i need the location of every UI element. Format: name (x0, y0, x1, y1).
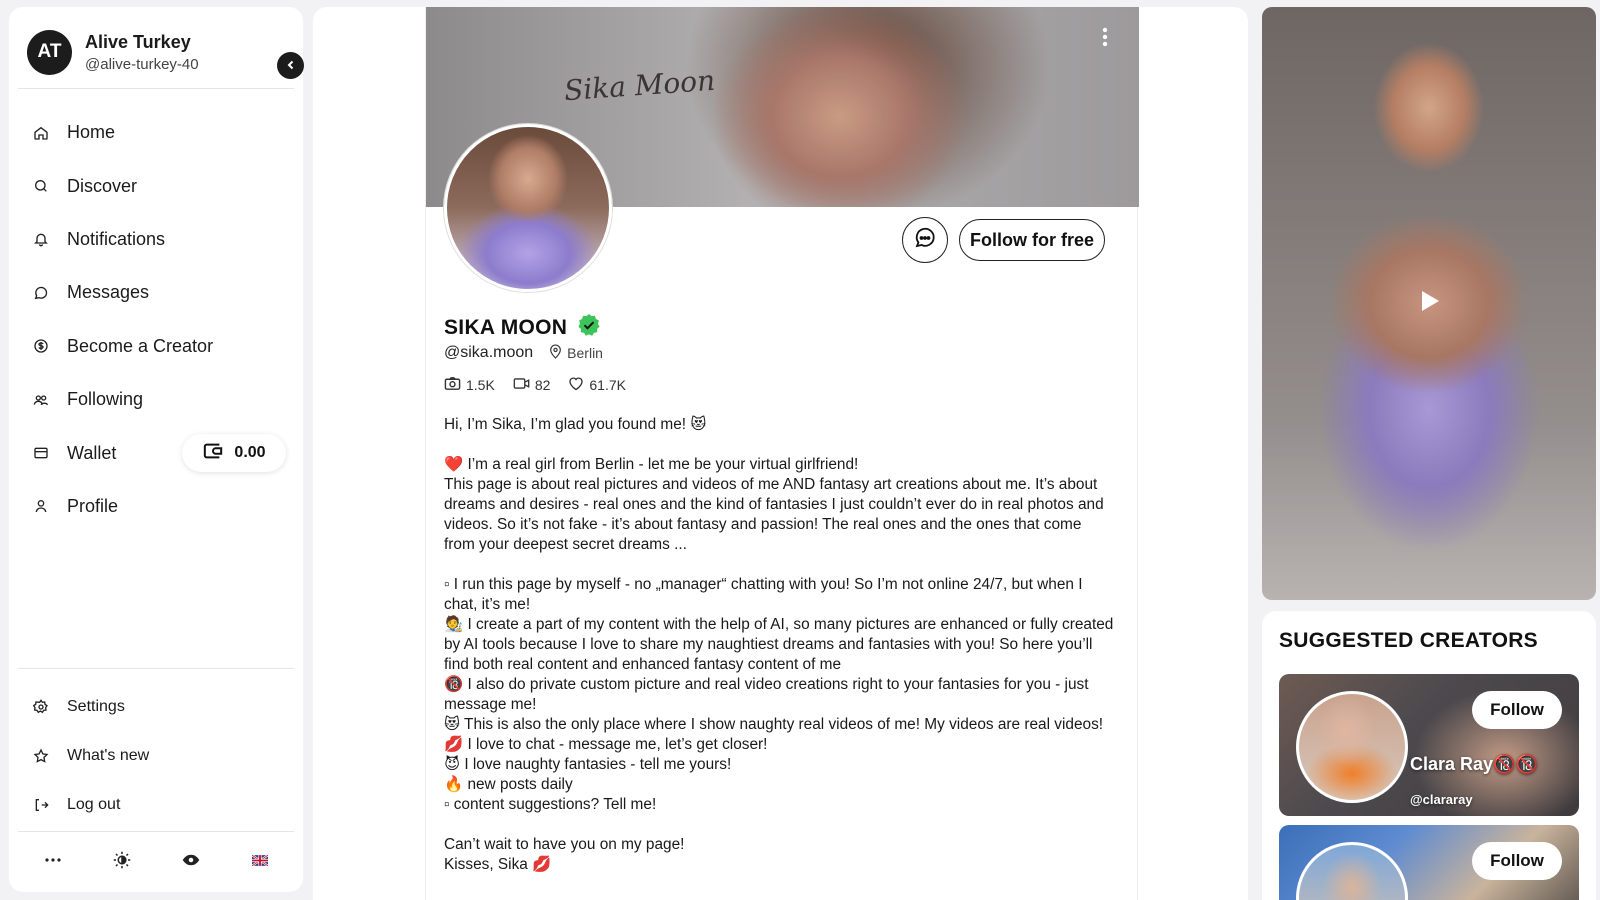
card-icon (32, 444, 50, 462)
uk-flag-icon[interactable] (245, 845, 275, 875)
logout-icon (32, 796, 50, 814)
cover-signature: Sika Moon (563, 63, 717, 108)
stat-videos (513, 377, 551, 393)
stat-likes (568, 376, 626, 394)
profile-avatar[interactable] (444, 124, 612, 292)
wallet-balance: 0.00 (234, 444, 266, 462)
star-icon (32, 747, 50, 765)
sidebar-item-label: Become a Creator (67, 335, 214, 356)
avatar[interactable]: AT (27, 30, 72, 75)
creator-name: Clara Ray🔞🔞 (1410, 754, 1538, 774)
person-icon (32, 497, 50, 515)
profile-stats (444, 376, 626, 394)
suggested-creators (1262, 611, 1596, 900)
bio-line (444, 555, 1116, 575)
sidebar-item-messages[interactable] (22, 266, 290, 319)
bio-line: ❤️ I’m a real girl from Berlin - let me be your virtual girlfriend! (444, 456, 859, 473)
profile-location (549, 344, 603, 362)
dollar-icon (32, 337, 50, 355)
bell-icon (32, 230, 50, 248)
theme-icon[interactable] (107, 845, 137, 875)
user-name: Alive Turkey (85, 31, 191, 52)
home-icon (32, 124, 50, 142)
sidebar-item-discover[interactable] (22, 159, 290, 212)
sidebar-item-logout[interactable] (22, 780, 290, 829)
user-profile-summary[interactable] (27, 24, 199, 80)
bio-line: 😈 I love naughty fantasies - tell me yours! (444, 756, 732, 773)
creator-handle: @clararay (1410, 792, 1473, 807)
users-icon (32, 391, 50, 409)
sidebar-item-label: Wallet (67, 442, 117, 463)
sidebar-item-label: Messages (67, 282, 150, 303)
sidebar-item-label: Discover (67, 175, 138, 196)
profile-name-row (444, 313, 601, 343)
bio-line: Hi, I’m Sika, I’m glad you found me! 😻 (444, 416, 707, 433)
sidebar-item-notifications[interactable] (22, 213, 290, 266)
more-options-button[interactable] (1093, 27, 1117, 51)
bio-line: ▫ content suggestions? Tell me! (444, 796, 657, 813)
suggested-title: SUGGESTED CREATORS (1279, 629, 1538, 652)
location-pin-icon (549, 344, 562, 362)
bio-line: ▫ I run this page by myself - no „manager“ chatting with you! So I’m not online 24/7, but when I chat, it’s me! (444, 576, 1083, 613)
eye-icon[interactable] (176, 845, 206, 875)
profile-handle-row (444, 344, 603, 362)
more-icon[interactable] (38, 845, 68, 875)
stat-photos-count: 1.5K (466, 377, 495, 393)
profile-bio (444, 415, 1116, 875)
bio-line (444, 815, 1116, 835)
profile-name: SIKA MOON (444, 316, 568, 339)
bio-line: 💋 I love to chat - message me, let’s get closer! (444, 736, 768, 753)
creator-avatar[interactable] (1296, 691, 1408, 803)
profile-panel (425, 7, 1138, 900)
featured-video[interactable] (1262, 7, 1596, 600)
stat-likes-count: 61.7K (589, 377, 626, 393)
sidebar-item-label: Home (67, 122, 116, 143)
main-nav (22, 106, 290, 533)
verified-badge-icon (577, 313, 601, 343)
bio-line: 🔥 new posts daily (444, 776, 573, 793)
bio-line: Kisses, Sika 💋 (444, 856, 552, 873)
bio-line: Can’t wait to have you on my page! (444, 836, 685, 853)
sidebar-item-label: Notifications (67, 228, 166, 249)
gear-icon (32, 698, 50, 716)
sidebar-item-wallet[interactable] (22, 426, 290, 479)
bio-line (444, 435, 1116, 455)
user-handle: @alive-turkey-40 (85, 55, 199, 73)
sidebar-footer (18, 845, 294, 875)
creator-avatar[interactable] (1296, 842, 1408, 900)
sidebar-divider (18, 668, 294, 669)
sidebar-item-become-creator[interactable] (22, 320, 290, 373)
sidebar-item-label: Log out (67, 795, 121, 813)
heart-icon (568, 376, 584, 394)
sidebar-item-profile[interactable] (22, 480, 290, 533)
profile-handle: @sika.moon (444, 344, 534, 361)
play-icon[interactable] (1417, 289, 1441, 313)
sidebar-item-label: Settings (67, 697, 125, 715)
bio-line: 😻 This is also the only place where I show naughty real videos of me! My videos are real videos! (444, 716, 1104, 733)
bio-line: 🧑‍🎨 I create a part of my content with the help of AI, so many pictures are enhanced or fully created by AI tools because I love to share my naughtiest dreams and fantasies with you! So here you’ll find both real content and enhanced fantasy content of me (444, 616, 1114, 673)
creator-follow-button[interactable]: Follow (1472, 842, 1562, 880)
secondary-nav (22, 682, 290, 829)
camera-icon (444, 376, 461, 394)
sidebar-item-label: Profile (67, 495, 119, 516)
wallet-icon (202, 441, 224, 466)
sidebar-item-whats-new[interactable] (22, 731, 290, 780)
search-icon (32, 177, 50, 195)
chevron-left-icon (286, 57, 296, 75)
stat-videos-count: 82 (534, 377, 551, 393)
bio-line: 🔞 I also do private custom picture and real video creations right to your fantasies for you - just message me! (444, 676, 1089, 713)
sidebar-item-label: Following (67, 389, 144, 410)
location-text: Berlin (567, 345, 603, 361)
sidebar-item-settings[interactable] (22, 682, 290, 731)
creator-follow-button[interactable]: Follow (1472, 691, 1562, 729)
message-button[interactable] (902, 217, 948, 263)
sidebar (9, 7, 303, 892)
chat-icon (32, 284, 50, 302)
collapse-sidebar-button[interactable] (277, 52, 304, 79)
creator-card[interactable] (1279, 825, 1579, 900)
main-content (313, 7, 1248, 900)
chat-bubble-icon (913, 226, 937, 255)
stat-photos (444, 376, 495, 394)
bio-line: This page is about real pictures and videos of me AND fantasy art creations about me. It’s about dreams and desires - real ones and the kind of fantasies I just couldn’t ever do in real photos and videos. So it’s not fake - it’s about fantasy and passion! The real ones and the ones that come from your deepest secret dreams ... (444, 476, 1104, 553)
sidebar-item-following[interactable] (22, 373, 290, 426)
wallet-balance-button[interactable] (182, 434, 286, 472)
creator-card[interactable] (1279, 674, 1579, 816)
sidebar-divider (18, 831, 294, 832)
follow-button[interactable]: Follow for free (959, 219, 1105, 261)
video-camera-icon (513, 377, 530, 393)
kebab-icon (1102, 27, 1108, 52)
sidebar-item-home[interactable] (22, 106, 290, 159)
sidebar-divider (18, 88, 294, 89)
sidebar-item-label: What's new (67, 746, 150, 764)
